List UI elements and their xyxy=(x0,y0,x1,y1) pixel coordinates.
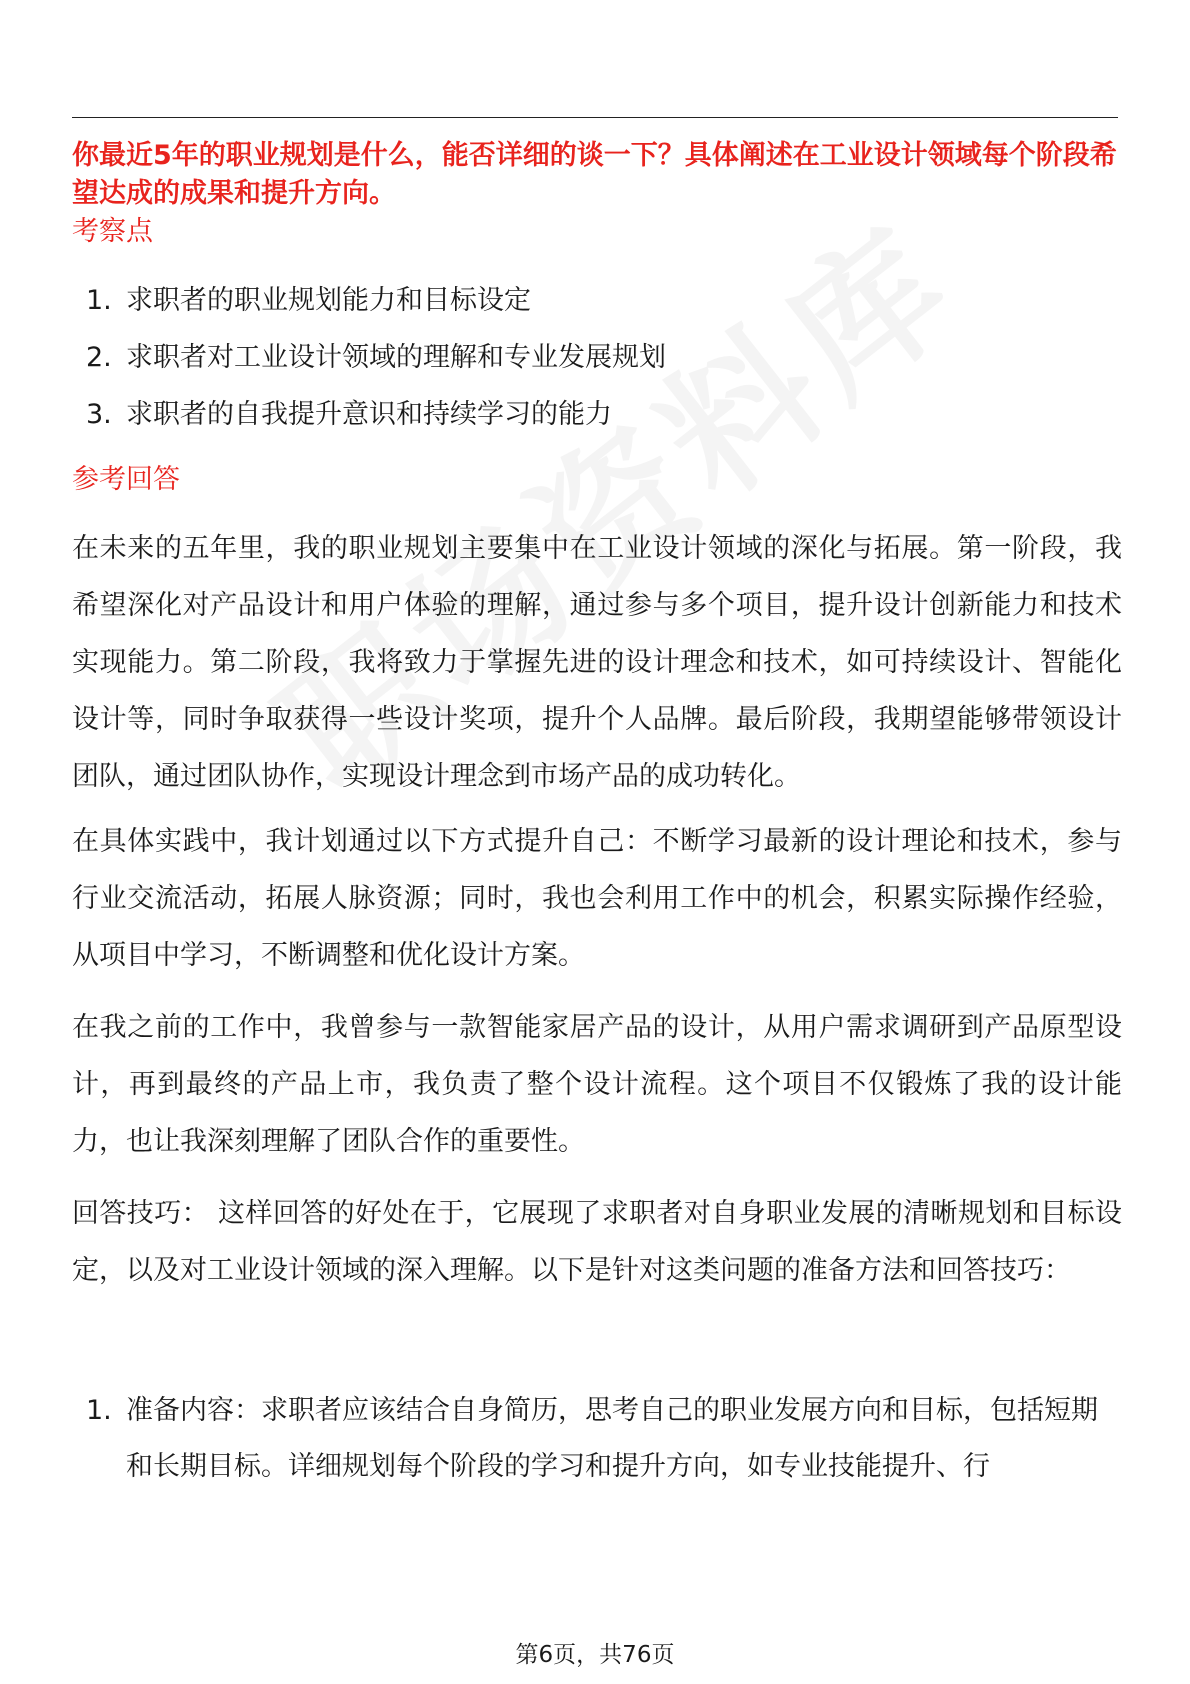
list-item-text: 准备内容：求职者应该结合自身简历，思考自己的职业发展方向和目标，包括短期和长期目标。详细规划每个阶段的学习和提升方向，如专业技能提升、行 xyxy=(126,1395,1098,1482)
focus-heading: 考察点 xyxy=(72,216,153,247)
list-number: 1. xyxy=(86,1395,112,1426)
answer-heading: 参考回答 xyxy=(72,464,180,495)
page-footer: 第6页，共76页 xyxy=(515,1642,675,1668)
list-item-text: 求职者的职业规划能力和目标设定 xyxy=(126,285,531,316)
list-item-text: 求职者的自我提升意识和持续学习的能力 xyxy=(126,399,612,430)
tips-paragraph: 回答技巧： 这样回答的好处在于，它展现了求职者对自身职业发展的清晰规划和目标设定，以及对工业设计领域的深入理解。以下是针对这类问题的准备方法和回答技巧： xyxy=(72,1198,1122,1286)
list-number: 1. xyxy=(86,285,112,316)
top-divider xyxy=(72,117,1118,118)
answer-paragraph: 在具体实践中，我计划通过以下方式提升自己：不断学习最新的设计理论和技术，参与行业交流活动，拓展人脉资源；同时，我也会利用工作中的机会，积累实际操作经验，从项目中学习，不断调整和优化设计方案。 xyxy=(72,826,1122,971)
list-item xyxy=(72,1383,1122,1495)
list-item xyxy=(72,283,1122,340)
tips-list xyxy=(72,1383,1122,1495)
question-title: 你最近5年的职业规划是什么，能否详细的谈一下？具体阐述在工业设计领域每个阶段希望达成的成果和提升方向。 xyxy=(72,140,1117,209)
list-item xyxy=(72,340,1122,397)
answer-paragraph: 在未来的五年里，我的职业规划主要集中在工业设计领域的深化与拓展。第一阶段，我希望深化对产品设计和用户体验的理解，通过参与多个项目，提升设计创新能力和技术实现能力。第二阶段，我将致力于掌握先进的设计理念和技术，如可持续设计、智能化设计等，同时争取获得一些设计奖项，提升个人品牌。最后阶段，我期望能够带领设计团队，通过团队协作，实现设计理念到市场产品的成功转化。 xyxy=(72,533,1122,792)
list-item-text: 求职者对工业设计领域的理解和专业发展规划 xyxy=(126,342,666,373)
list-item xyxy=(72,397,1122,454)
list-number: 3. xyxy=(86,399,112,430)
list-number: 2. xyxy=(86,342,112,373)
focus-list xyxy=(72,283,1122,454)
answer-paragraph: 在我之前的工作中，我曾参与一款智能家居产品的设计，从用户需求调研到产品原型设计，再到最终的产品上市，我负责了整个设计流程。这个项目不仅锻炼了我的设计能力，也让我深刻理解了团队合作的重要性。 xyxy=(72,1012,1122,1157)
